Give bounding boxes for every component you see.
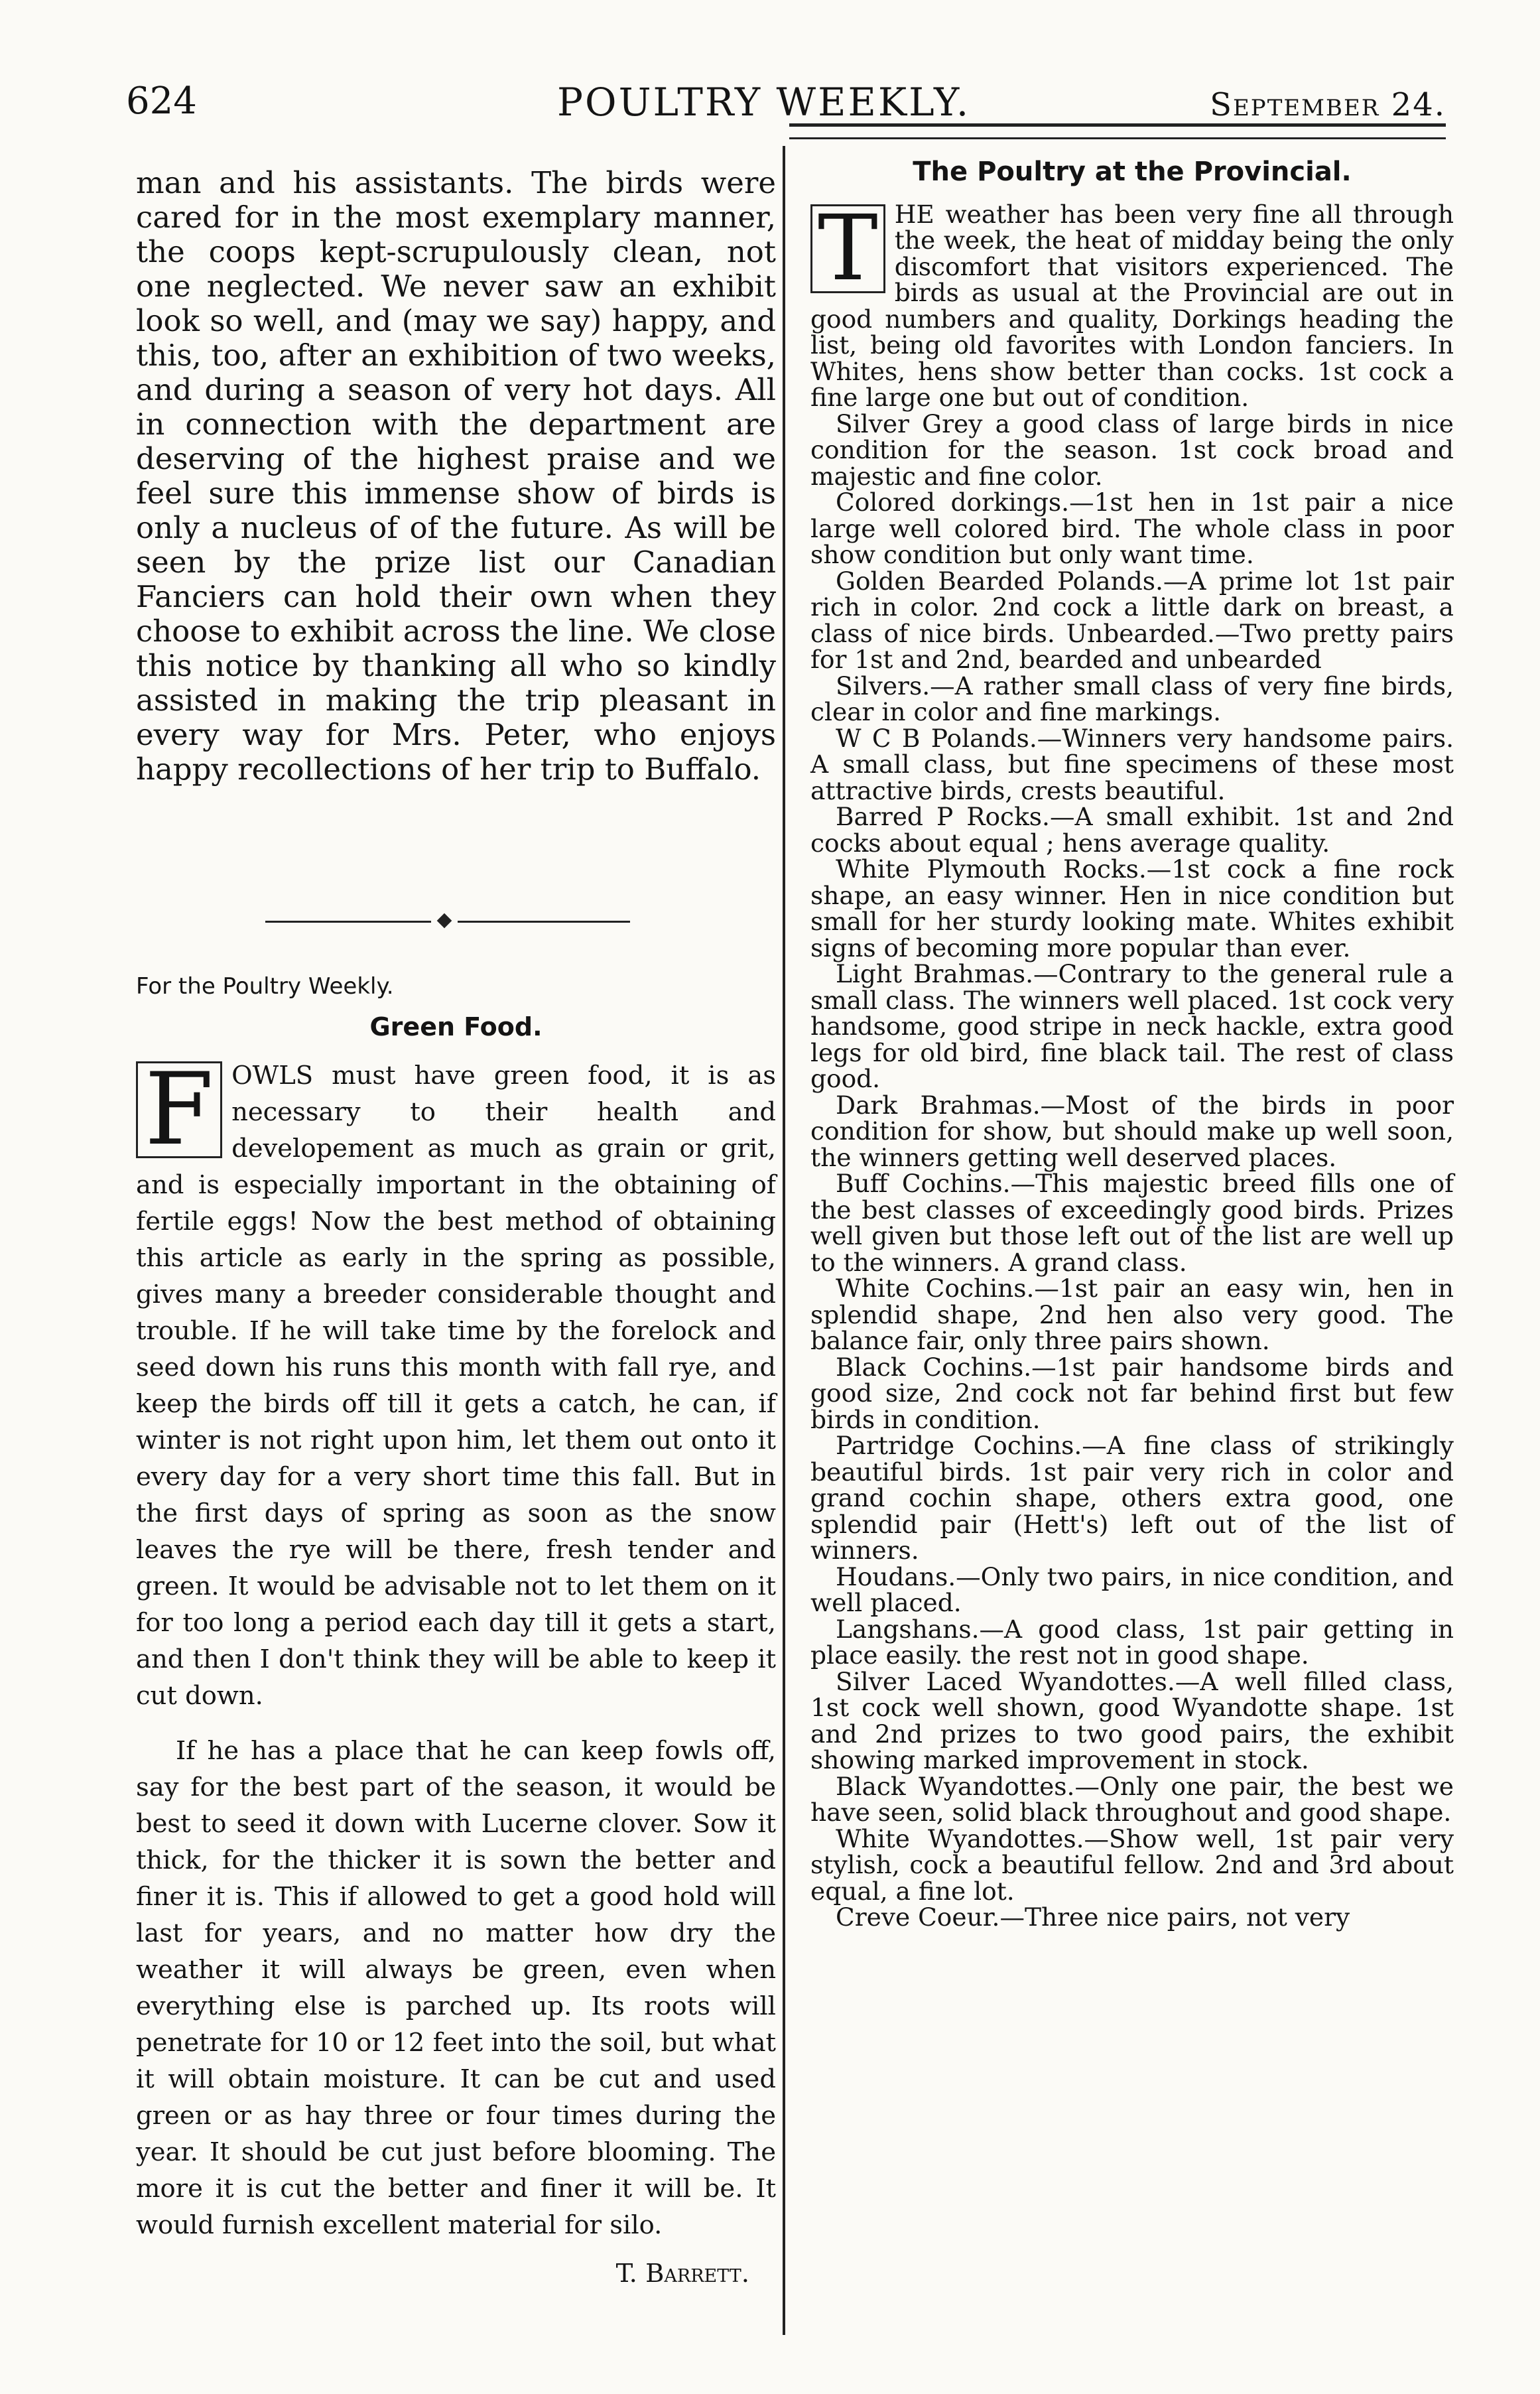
article-paragraph: Partridge Cochins.—A fine class of strikingly beautiful birds. 1st pair very rich in color and grand cochin shape, others extra good, one splendid pair (Hett's) left out of the list of winners. (810, 1431, 1454, 1565)
exhibition-paragraph: man and his assistants. The birds were cared for in the most exemplary manner, the coops kept-scrupulously clean, not one neglected. We never saw an exhibit look so well, and (may we say) happy, and this, too, after an exhibition of two weeks, and during a season of very hot days. All in connection with the department are deserving of the highest praise and we feel sure this immense show of birds is only a nucleus of of the future. As will be seen by the prize list our Canadian Fanciers can hold their own when they choose to exhibit across the line. We close this notice by thanking all who so kindly assisted in making the trip pleasant in every way for Mrs. Peter, who enjoys happy recollections of her trip to Buffalo. (136, 165, 776, 787)
article-paragraph: Houdans.—Only two pairs, in nice condition, and well placed. (810, 1562, 1454, 1617)
author-signature: T. Barrett. (615, 2259, 749, 2289)
issue-date: September 24. (1210, 86, 1446, 123)
article-paragraph: Creve Coeur.—Three nice pairs, not very (836, 1902, 1350, 1932)
header-rule (789, 123, 1446, 139)
article-paragraph: Dark Brahmas.—Most of the birds in poor condition for show, but should make up well soon, the winners getting well deserved places. (810, 1090, 1454, 1172)
article-paragraph (810, 196, 1454, 412)
article-title: Green Food. (369, 1012, 543, 1041)
drop-cap: T (810, 204, 885, 293)
article-paragraph: If he has a place that he can keep fowls off, say for the best part of the season, it would be best to seed it down with Lucerne clover. Sow it thick, for the thicker it is sown the better and finer it is. This if allowed to get a good hold will last for years, and no matter how dry the weather it will always be green, even when everything else is parched up. Its roots will penetrate for 10 or 12 feet into the soil, but what it will obtain moisture. It can be cut and used green or as hay three or four times during the year. It should be cut just before blooming. The more it is cut the better and finer it will be. It would furnish excellent material for silo. (136, 1736, 776, 2240)
article-paragraph: Golden Bearded Polands.—A prime lot 1st pair rich in color. 2nd cock a little dark on breast, a class of nice birds. Unbearded.—Two pretty pairs for 1st and 2nd, bearded and unbearded (810, 566, 1454, 674)
article-paragraph: Light Brahmas.—Contrary to the general rule a small class. The winners well placed. 1st cock very handsome, good stripe in neck hackle, extra good legs for old bird, fine black tail. The rest of class good. (810, 959, 1454, 1093)
green-food-article (136, 968, 776, 2292)
provincial-article (810, 153, 1454, 1931)
page-header (126, 70, 1446, 130)
page-number: 624 (126, 80, 197, 123)
article-paragraph: Buff Cochins.—This majestic breed fills one of the best classes of exceedingly good birds. Prizes well given but those left out of the list are well up to the winners. A grand class. (810, 1169, 1454, 1277)
article-paragraph: Silver Grey a good class of large birds in nice condition for the season. 1st cock broad and majestic and fine color. (810, 409, 1454, 491)
article-paragraph: Black Wyandottes.—Only one pair, the best we have seen, solid black throughout and good shape. (810, 1771, 1454, 1827)
article-paragraph: Langshans.—A good class, 1st pair getting in place easily. the rest not in good shape. (810, 1614, 1454, 1670)
article-paragraph: White Cochins.—1st pair an easy win, hen in splendid shape, 2nd hen also very good. The balance fair, only three pairs shown. (810, 1274, 1454, 1355)
article-paragraph: Silver Laced Wyandottes.—A well filled class, 1st cock well shown, good Wyandotte shape. 1st and 2nd prizes to two good pairs, the exhibit showing marked improvement in stock. (810, 1666, 1454, 1774)
article-paragraph: Silvers.—A rather small class of very fine birds, clear in color and fine markings. (810, 671, 1454, 726)
paragraph-text: HE weather has been very fine all through the week, the heat of midday being the only discomfort that visitors experienced. The birds as usual at the Provincial are out in good numbers and quality, Dorkings heading the list, being old favorites with London fanciers. In Whites, hens show better than cocks. 1st cock a fine large one but out of condition. (810, 199, 1454, 412)
paragraph-text: OWLS must have green food, it is as necessary to their health and developement as much as grain or grit, and is especially important in the obtaining of fertile eggs! Now the best method of obtaining this article as early in the spring as possible, gives many a breeder considerable thought and trouble. If he will take time by the forelock and seed down his runs this month with fall rye, and keep the birds off till it gets a catch, he can, if winter is not right upon him, let them out onto it every day for a very short time this fall. But in the first days of spring as soon as the snow leaves the rye will be there, fresh tender and green. It would be advisable not to let them on it for too long a period each day till it gets a start, and then I don't think they will be able to keep it cut down. (136, 1061, 776, 1711)
article-paragraph: Barred P Rocks.—A small exhibit. 1st and 2nd cocks about equal ; hens average quality. (810, 802, 1454, 858)
column-divider (783, 146, 785, 2335)
article-paragraph: Colored dorkings.—1st hen in 1st pair a nice large well colored bird. The whole class in poor show condition but only want time. (810, 488, 1454, 569)
article-paragraph (136, 1052, 776, 1714)
article-paragraph: White Wyandottes.—Show well, 1st pair very stylish, cock a beautiful fellow. 2nd and 3rd about equal, a fine lot. (810, 1824, 1454, 1906)
masthead-title: POULTRY WEEKLY. (557, 80, 971, 125)
article-paragraph: W C B Polands.—Winners very handsome pairs. A small class, but fine specimens of these most attractive birds, crests beautiful. (810, 723, 1454, 805)
source-note: For the Poultry Weekly. (136, 973, 394, 1000)
exhibition-report-continued (136, 166, 776, 787)
drop-cap: F (136, 1061, 222, 1158)
article-paragraph: White Plymouth Rocks.—1st cock a fine rock shape, an easy winner. Hen in nice condition but small for her sturdy looking mate. Whites exhibit signs of becoming more popular than ever. (810, 854, 1454, 963)
section-ornament (265, 915, 630, 929)
article-paragraph: Black Cochins.—1st pair handsome birds and good size, 2nd cock not far behind first but few birds in condition. (810, 1352, 1454, 1434)
article-title: The Poultry at the Provincial. (913, 157, 1352, 187)
